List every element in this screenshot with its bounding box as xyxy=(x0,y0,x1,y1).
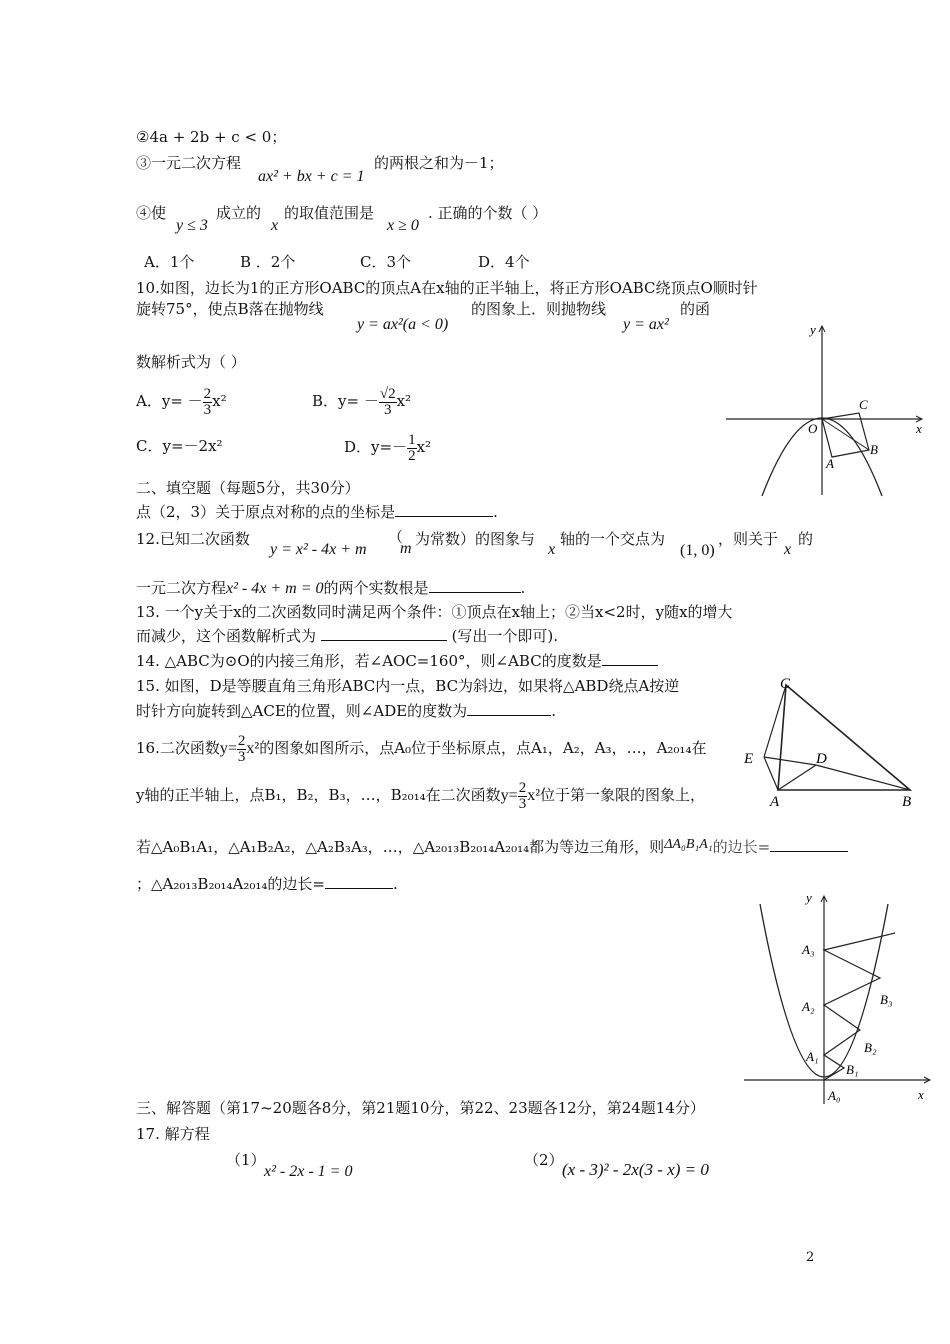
q10-figure xyxy=(722,320,932,500)
q10-line2-post: 的函 xyxy=(680,300,711,318)
segment-ad xyxy=(778,765,816,790)
label-a3: A₃ xyxy=(802,942,815,957)
q12-end: 的 xyxy=(798,530,814,548)
q17-equation1: x² - 2x - 1 = 0 xyxy=(264,1163,353,1180)
q10-option-d: D．y=－ $\frac{1}{2}$ x² xyxy=(344,431,432,464)
q16-line3: 若△A₀B₁A₁，△A₁B₂A₂，△A₂B₃A₃，…，△A₂₀₁₃B₂₀₁₄A₂₀₁₄都为等边三角形，则ΔA₀B₁A₁的边长= xyxy=(136,835,848,857)
q9-item4-mid2: 的取值范围是 xyxy=(284,204,375,222)
q10-parabola-b: y = ax² xyxy=(623,316,669,333)
q13-line2: 而减少，这个函数解析式为 (写出一个即可). xyxy=(136,627,559,645)
section3-heading: 三、解答题（第17~20题各8分，第21题10分，第22、23题各12分，第24题14分） xyxy=(136,1099,705,1117)
q16-line4: ；△A₂₀₁₃B₂₀₁₄A₂₀₁₄的边长= . xyxy=(136,875,398,893)
label-b: B xyxy=(870,442,878,457)
q16-line1: 16.二次函数y= $\frac{2}{3}$ x²的图象如图所示，点A₀位于坐标原点，点A₁，A₂，A₃，…，A₂₀₁₄在 xyxy=(136,732,707,765)
label-y: y xyxy=(810,322,816,337)
q9-item4-post: . 正确的个数（ ） xyxy=(428,204,548,222)
q12-point: (1, 0) xyxy=(680,542,715,559)
label-c: C xyxy=(859,397,868,412)
q14: 14. △ABC为⊙O的内接三角形，若∠AOC=160°，则∠ABC的度数是 xyxy=(136,651,658,671)
triangle-abc xyxy=(778,685,910,790)
q12-function: y = x² - 4x + m xyxy=(270,541,367,558)
q9-item2: ②4a + 2b + c < 0； xyxy=(136,128,287,146)
q9-item4-var: x xyxy=(271,217,279,234)
q15-figure xyxy=(740,672,930,812)
segment-ed xyxy=(764,757,816,765)
label-c: C xyxy=(780,676,791,692)
label-a: A xyxy=(826,456,834,471)
q9-item3-equation: ax² + bx + c = 1 xyxy=(258,168,365,185)
q9-item3-tail: 的两根之和为－1； xyxy=(374,154,504,172)
label-b2: B₂ xyxy=(864,1040,877,1055)
q16-figure xyxy=(740,890,940,1110)
q10-option-c: C．y=－2x² xyxy=(136,437,223,455)
q12-pre: 12.已知二次函数 xyxy=(136,530,250,548)
q16-line2: y轴的正半轴上，点B₁，B₂，B₃，…，B₂₀₁₄在二次函数y= $\frac{2}{3}$ x²位于第一象限的图象上， xyxy=(136,779,706,812)
segment-ea xyxy=(764,757,778,790)
q12-line2: 一元二次方程x² - 4x + m = 0的两个实数根是 . xyxy=(136,579,526,597)
q12-x2: x xyxy=(784,541,792,558)
q10-option-b: B．y= － $\frac{√2}{3}$ x² xyxy=(312,385,412,418)
q12-m: m xyxy=(400,540,412,557)
label-a: A xyxy=(770,794,780,810)
q17-title: 17. 解方程 xyxy=(136,1125,210,1143)
q9-item4-condition: y ≤ 3 xyxy=(176,217,208,234)
q17-part2-label: （2） xyxy=(524,1151,564,1169)
q9-option-d: D．4个 xyxy=(478,253,530,271)
q10-line1: 10.如图，边长为1的正方形OABC的顶点A在x轴的正半轴上，将正方形OABC绕顶点O顺时针 xyxy=(136,279,758,297)
section2-heading: 二、填空题（每题5分，共30分） xyxy=(136,479,360,497)
label-e: E xyxy=(744,751,754,767)
q10-line2-pre: 旋转75°，使点B落在抛物线 xyxy=(136,300,324,318)
label-a0: A₀ xyxy=(828,1088,841,1103)
label-b3: B₃ xyxy=(880,992,893,1007)
q9-item4-mid: 成立的 xyxy=(216,204,262,222)
q9-option-a: A．1个 xyxy=(144,253,195,271)
q9-item3: ③一元二次方程 xyxy=(136,154,242,172)
q10-line3: 数解析式为（ ） xyxy=(136,353,246,371)
q15-line1: 15. 如图，D是等腰直角三角形ABC内一点，BC为斜边，如果将△ABD绕点A按逆 xyxy=(136,677,680,695)
q9-option-c: C．3个 xyxy=(360,253,412,271)
page-number: 2 xyxy=(806,1250,815,1265)
label-y: y xyxy=(806,890,812,905)
q12-mid3: ，则关于 xyxy=(718,530,779,548)
q9-item4-range: x ≥ 0 xyxy=(387,217,419,234)
q12-mid2: 轴的一个交点为 xyxy=(560,530,666,548)
q17-part1-label: （1） xyxy=(226,1151,266,1169)
q12-mid: 为常数）的图象与 xyxy=(415,530,536,548)
q9-option-b: B ．2个 xyxy=(240,253,296,271)
q15-line2: 时针方向旋转到△ACE的位置，则∠ADE的度数为 . xyxy=(136,702,556,720)
q10-option-a: A．y= － $\frac{2}{3}$ x² xyxy=(136,385,227,418)
label-a1: A₁ xyxy=(806,1049,819,1064)
q10-parabola-a: y = ax²(a < 0) xyxy=(357,316,449,333)
q12-paren: （ xyxy=(388,528,404,546)
q13-line1: 13. 一个y关于x的二次函数同时满足两个条件：①顶点在x轴上；②当x<2时，y随x的增大 xyxy=(136,603,733,621)
label-x: x xyxy=(918,1087,924,1102)
label-o: O xyxy=(808,421,818,436)
label-b: B xyxy=(902,794,912,810)
q10-line2-mid: 的图象上．则抛物线 xyxy=(471,300,607,318)
label-x: x xyxy=(916,421,922,436)
label-d: D xyxy=(816,751,827,767)
label-b1: B₁ xyxy=(846,1062,859,1077)
q12-x: x xyxy=(548,541,556,558)
q9-item4-pre: ④使 xyxy=(136,204,167,222)
q11: 点（2，3）关于原点对称的点的坐标是 . xyxy=(136,503,498,521)
label-a2: A₂ xyxy=(802,999,815,1014)
q17-equation2: (x - 3)² - 2x(3 - x) = 0 xyxy=(562,1160,709,1179)
triangle-edge xyxy=(824,1055,844,1068)
